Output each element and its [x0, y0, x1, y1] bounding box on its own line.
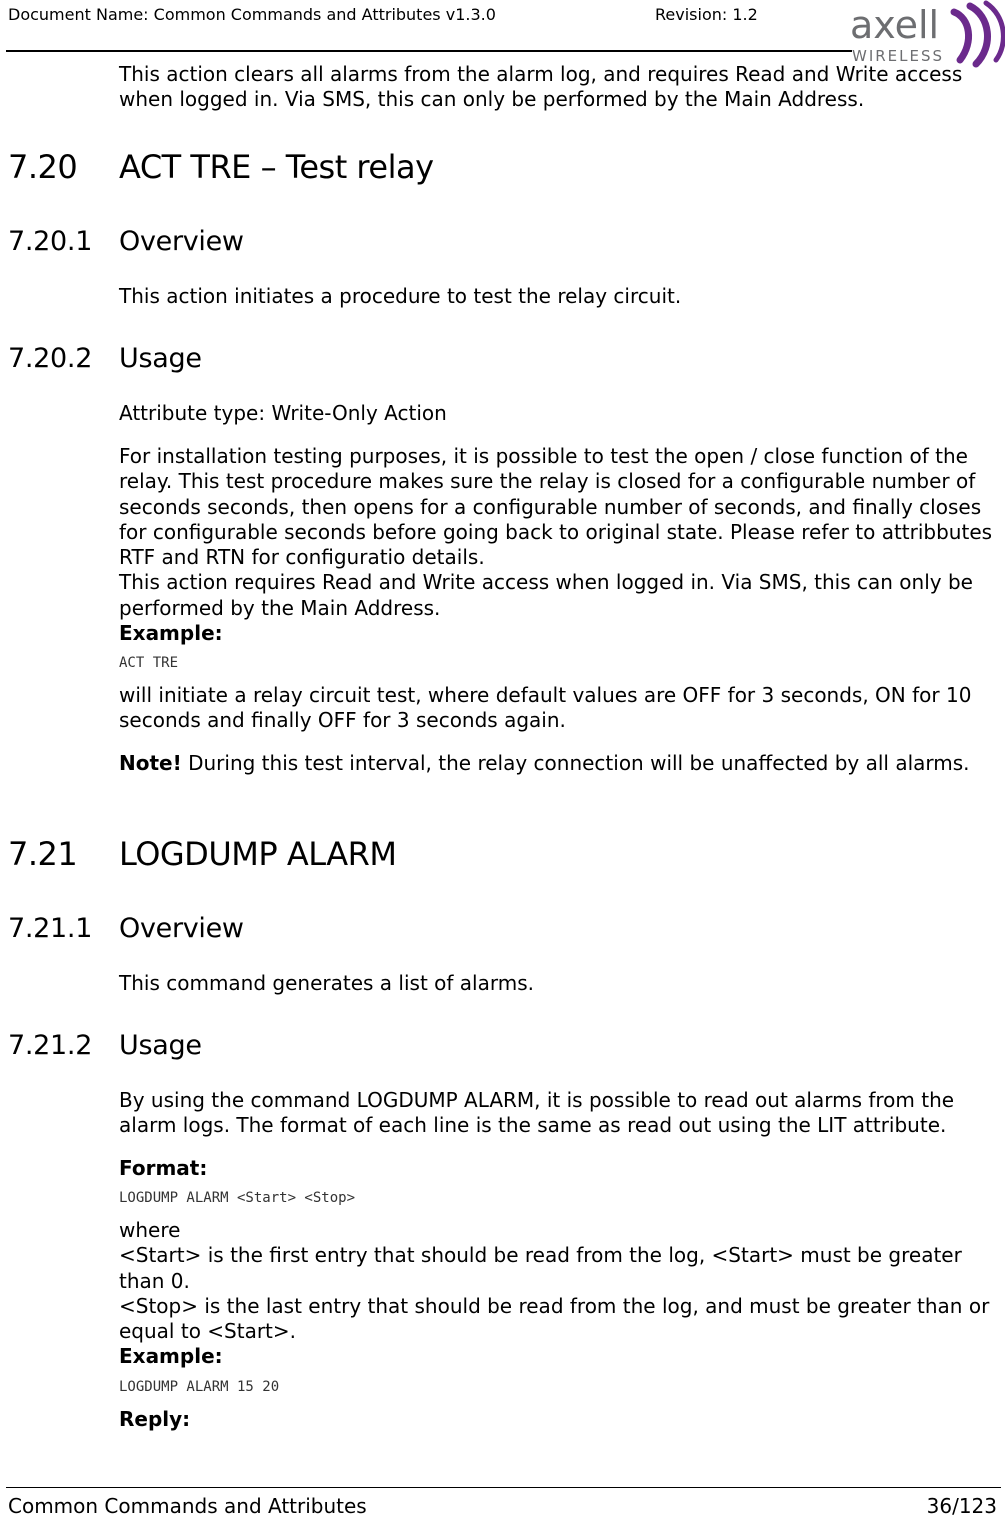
- section-number: 7.21: [8, 835, 78, 873]
- reply-label: Reply:: [119, 1407, 191, 1431]
- section-title: Overview: [119, 913, 244, 944]
- where-line: <Start> is the first entry that should be read from the log, <Start> must be greater than 0.: [119, 1243, 962, 1293]
- section-number: 7.21.2: [8, 1030, 93, 1061]
- section-title: LOGDUMP ALARM: [119, 835, 397, 873]
- section-7-21-2-heading: [8, 1030, 202, 1061]
- footer-page-number: 36/123: [926, 1494, 997, 1518]
- section-number: 7.20.1: [8, 226, 93, 257]
- example-label: Example:: [119, 1344, 223, 1369]
- header-revision: Revision: 1.2: [655, 5, 758, 24]
- section-7-20-1-heading: [8, 226, 244, 257]
- where-block: [119, 1218, 1001, 1370]
- footer-title: Common Commands and Attributes: [8, 1494, 367, 1518]
- usage-description-line: For installation testing purposes, it is possible to test the open / close function of the relay. This test procedure makes sure the relay is closed for a configurable number of seconds seconds, then opens for a configurable number of seconds, and finally closes for configurable seconds before going back to original state. Please refer to attribbutes RTF and RTN for configuratio details.: [119, 444, 993, 570]
- format-label: Format:: [119, 1156, 208, 1180]
- section-7-20-2-heading: [8, 343, 202, 374]
- intro-paragraph: This action clears all alarms from the alarm log, and requires Read and Write access when logged in. Via SMS, this can only be performed by the Main Address.: [119, 62, 963, 112]
- section-title: Usage: [119, 343, 202, 374]
- example-code: ACT TRE: [119, 655, 179, 671]
- header-rule: [6, 50, 852, 52]
- logo-waves-icon: [954, 3, 1003, 64]
- where-line: <Stop> is the last entry that should be read from the log, and must be greater than or equal to <Start>.: [119, 1293, 990, 1344]
- note-text: During this test interval, the relay connection will be unaffected by all alarms.: [181, 751, 970, 775]
- attribute-type: Attribute type: Write-Only Action: [119, 401, 447, 425]
- where-line: where: [119, 1218, 181, 1242]
- section-title: Overview: [119, 226, 244, 257]
- section-title: ACT TRE – Test relay: [119, 148, 434, 186]
- note-label: Note!: [119, 751, 182, 775]
- section-number: 7.20.2: [8, 343, 93, 374]
- axell-wireless-logo: [848, 0, 1005, 68]
- usage-description: [119, 444, 1001, 646]
- example-label: Example:: [119, 621, 223, 646]
- overview-7-21-text: This command generates a list of alarms.: [119, 971, 534, 995]
- section-number: 7.21.1: [8, 913, 93, 944]
- section-title: Usage: [119, 1030, 202, 1061]
- section-7-21-heading: [8, 835, 397, 873]
- usage-description-line: This action requires Read and Write access when logged in. Via SMS, this can only be performed by the Main Address.: [119, 570, 973, 620]
- logo-subtext: WIRELESS: [852, 47, 945, 65]
- example-code: LOGDUMP ALARM 15 20: [119, 1379, 280, 1395]
- logdump-usage-description: By using the command LOGDUMP ALARM, it is possible to read out alarms from the alarm logs. The format of each line is the same as read out using the LIT attribute.: [119, 1088, 955, 1138]
- footer-rule: [6, 1487, 1001, 1488]
- overview-7-20-text: This action initiates a procedure to test the relay circuit.: [119, 284, 682, 308]
- header-document-name: Document Name: Common Commands and Attributes v1.3.0: [8, 5, 496, 24]
- logo-wordmark: axell: [850, 3, 940, 47]
- note-paragraph: [119, 751, 1001, 776]
- example-result: will initiate a relay circuit test, where default values are OFF for 3 seconds, ON for 10 seconds and finally OFF for 3 seconds again.: [119, 683, 972, 733]
- format-code: LOGDUMP ALARM <Start> <Stop>: [119, 1190, 356, 1206]
- section-number: 7.20: [8, 148, 78, 186]
- section-7-20-heading: [8, 148, 434, 186]
- section-7-21-1-heading: [8, 913, 244, 944]
